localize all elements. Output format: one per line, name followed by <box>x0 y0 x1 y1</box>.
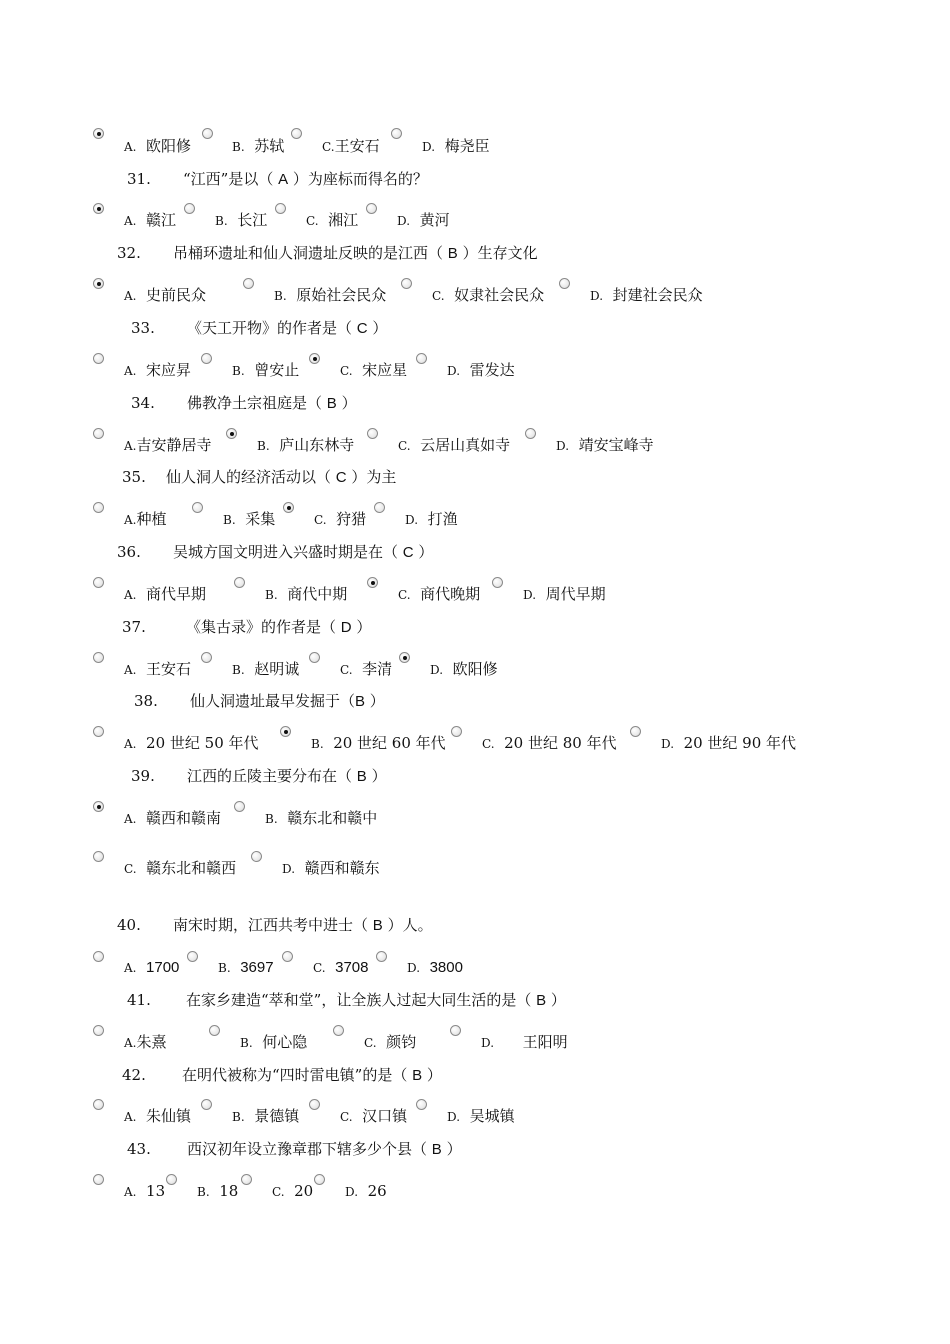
radio-q38-d[interactable] <box>630 726 641 737</box>
radio-q35-b[interactable] <box>192 502 203 513</box>
radio-q30-b[interactable] <box>202 128 213 139</box>
radio-q43-b[interactable] <box>166 1174 177 1185</box>
question-32: 32. 吊桶环遗址和仙人洞遗址反映的是江西（ B ）生存文化 <box>117 244 538 262</box>
radio-q42-d[interactable] <box>416 1099 427 1110</box>
radio-q32-d[interactable] <box>559 278 570 289</box>
radio-q35-d[interactable] <box>374 502 385 513</box>
question-33: 33. 《天工开物》的作者是（ C ） <box>131 319 388 337</box>
q31-option-d: D. 黄河 <box>397 211 450 229</box>
q42-option-c: C. 汉口镇 <box>340 1107 408 1125</box>
question-31: 31. “江西”是以（ A ）为座标而得名的？ <box>127 170 428 188</box>
radio-q39b-d[interactable] <box>251 851 262 862</box>
radio-q37-b[interactable] <box>201 652 212 663</box>
q35-option-b: B. 采集 <box>223 510 276 528</box>
radio-q33-d[interactable] <box>416 353 427 364</box>
q32-option-a: A. 史前民众 <box>124 286 207 304</box>
q38-option-b: B. 20 世纪 60 年代 <box>311 734 446 752</box>
radio-q33-c[interactable] <box>309 353 320 364</box>
radio-q37-c[interactable] <box>309 652 320 663</box>
q30-option-d: D. 梅尧臣 <box>422 137 490 155</box>
q39-option-b: B. 赣东北和赣中 <box>265 809 378 827</box>
q43-option-a: A. 13 <box>124 1182 166 1200</box>
q32-option-c: C. 奴隶社会民众 <box>432 286 545 304</box>
q31-option-b: B. 长江 <box>215 211 268 229</box>
q30-option-c: C.王安石 <box>322 137 380 155</box>
question-40: 40. 南宋时期，江西共考中进士（ B ）人。 <box>117 916 433 934</box>
q33-option-a: A. 宋应昇 <box>124 361 192 379</box>
radio-q34-b[interactable] <box>226 428 237 439</box>
q39-option-c: C. 赣东北和赣西 <box>124 859 237 877</box>
q31-option-c: C. 湘江 <box>306 211 359 229</box>
radio-q42-b[interactable] <box>201 1099 212 1110</box>
radio-q30-row[interactable] <box>93 128 104 139</box>
answer-43: B <box>431 1141 442 1158</box>
q37-option-c: C. 李清 <box>340 660 393 678</box>
radio-q39a-b[interactable] <box>234 801 245 812</box>
answer-32: B <box>447 245 458 262</box>
radio-q42-c[interactable] <box>309 1099 320 1110</box>
q41-option-d: D. 王阳明 <box>481 1033 568 1051</box>
q35-option-a: A.种植 <box>124 510 167 528</box>
q40-option-d: D. 3800 <box>407 959 463 976</box>
radio-q41-d[interactable] <box>450 1025 461 1036</box>
q38-option-a: A. 20 世纪 50 年代 <box>124 734 259 752</box>
radio-q35-row[interactable] <box>93 502 104 513</box>
q41-option-c: C. 颜钧 <box>364 1033 417 1051</box>
radio-q34-c[interactable] <box>367 428 378 439</box>
radio-q34-d[interactable] <box>525 428 536 439</box>
radio-q30-c[interactable] <box>291 128 302 139</box>
question-42: 42. 在明代被称为“四时雷电镇”的是（ B ） <box>122 1066 442 1084</box>
q40-option-c: C. 3708 <box>313 959 369 976</box>
q42-option-d: D. 吴城镇 <box>447 1107 515 1125</box>
q30-option-a: A. 欧阳修 <box>124 137 192 155</box>
answer-42: B <box>412 1067 423 1084</box>
radio-q37-d[interactable] <box>399 652 410 663</box>
q32-option-b: B. 原始社会民众 <box>274 286 387 304</box>
q41-option-a: A.朱熹 <box>124 1033 167 1051</box>
q43-option-d: D. 26 <box>345 1182 387 1200</box>
question-34: 34. 佛教净土宗祖庭是（ B ） <box>131 394 357 412</box>
answer-37: D <box>340 619 352 636</box>
answer-31: A <box>278 171 289 188</box>
radio-q41-b[interactable] <box>209 1025 220 1036</box>
answer-35: C <box>335 469 347 486</box>
answer-34: B <box>326 395 337 412</box>
radio-q38-b[interactable] <box>280 726 291 737</box>
q43-option-c: C. 20 <box>272 1182 314 1200</box>
radio-q32-row[interactable] <box>93 278 104 289</box>
q34-option-c: C. 云居山真如寺 <box>398 436 511 454</box>
radio-q34-row[interactable] <box>93 428 104 439</box>
q36-option-d: D. 周代早期 <box>523 585 606 603</box>
question-39: 39. 江西的丘陵主要分布在（ B ） <box>131 767 387 785</box>
radio-q33-row[interactable] <box>93 353 104 364</box>
q38-option-d: D. 20 世纪 90 年代 <box>661 734 797 752</box>
radio-q39b-row[interactable] <box>93 851 104 862</box>
q42-option-b: B. 景德镇 <box>232 1107 300 1125</box>
radio-q38-c[interactable] <box>451 726 462 737</box>
q34-option-b: B. 庐山东林寺 <box>257 436 355 454</box>
radio-q38-row[interactable] <box>93 726 104 737</box>
q35-option-c: C. 狩猎 <box>314 510 367 528</box>
radio-q32-b[interactable] <box>243 278 254 289</box>
q40-option-a: A. 1700 <box>124 959 180 976</box>
radio-q33-b[interactable] <box>201 353 212 364</box>
radio-q36-c[interactable] <box>367 577 378 588</box>
radio-q42-row[interactable] <box>93 1099 104 1110</box>
radio-q30-d[interactable] <box>391 128 402 139</box>
q36-option-a: A. 商代早期 <box>124 585 207 603</box>
q34-option-d: D. 靖安宝峰寺 <box>556 436 654 454</box>
radio-q31-row[interactable] <box>93 203 104 214</box>
q41-option-b: B. 何心隐 <box>240 1033 308 1051</box>
q40-option-b: B. 3697 <box>218 959 274 976</box>
radio-q31-d[interactable] <box>366 203 377 214</box>
answer-41: B <box>536 992 547 1009</box>
radio-q36-d[interactable] <box>492 577 503 588</box>
answer-33: C <box>356 320 368 337</box>
q39-option-a: A. 赣西和赣南 <box>124 809 222 827</box>
radio-q43-c[interactable] <box>241 1174 252 1185</box>
radio-q43-d[interactable] <box>314 1174 325 1185</box>
question-36: 36. 吴城方国文明进入兴盛时期是在（ C ） <box>117 543 434 561</box>
q37-option-a: A. 王安石 <box>124 660 192 678</box>
question-35: 35. 仙人洞人的经济活动以（ C ）为主 <box>122 468 397 486</box>
q35-option-d: D. 打渔 <box>405 510 458 528</box>
q43-option-b: B. 18 <box>197 1182 239 1200</box>
question-41: 41. 在家乡建造“萃和堂”，让全族人过起大同生活的是（ B ） <box>127 991 566 1009</box>
radio-q37-row[interactable] <box>93 652 104 663</box>
question-38: 38. 仙人洞遗址最早发掘于（B ） <box>134 692 385 710</box>
q37-option-b: B. 赵明诚 <box>232 660 300 678</box>
radio-q43-row[interactable] <box>93 1174 104 1185</box>
q36-option-b: B. 商代中期 <box>265 585 348 603</box>
q33-option-c: C. 宋应星 <box>340 361 408 379</box>
answer-39: B <box>356 768 367 785</box>
radio-q41-c[interactable] <box>333 1025 344 1036</box>
q32-option-d: D. 封建社会民众 <box>590 286 703 304</box>
q34-option-a: A.吉安静居寺 <box>124 436 212 454</box>
question-37: 37. 《集古录》的作者是（ D ） <box>122 618 372 636</box>
q39-option-d: D. 赣西和赣东 <box>282 859 380 877</box>
q33-option-d: D. 雷发达 <box>447 361 515 379</box>
radio-q40-c[interactable] <box>282 951 293 962</box>
radio-q41-row[interactable] <box>93 1025 104 1036</box>
question-43: 43. 西汉初年设立豫章郡下辖多少个县（ B ） <box>127 1140 462 1158</box>
answer-40: B <box>372 917 383 934</box>
radio-q36-b[interactable] <box>234 577 245 588</box>
q31-option-a: A. 赣江 <box>124 211 177 229</box>
answer-36: C <box>402 544 414 561</box>
q38-option-c: C. 20 世纪 80 年代 <box>482 734 617 752</box>
answer-38: B <box>355 693 366 710</box>
q37-option-d: D. 欧阳修 <box>430 660 498 678</box>
q36-option-c: C. 商代晚期 <box>398 585 481 603</box>
radio-q32-c[interactable] <box>401 278 412 289</box>
radio-q40-d[interactable] <box>376 951 387 962</box>
radio-q36-row[interactable] <box>93 577 104 588</box>
radio-q40-b[interactable] <box>187 951 198 962</box>
radio-q35-c[interactable] <box>283 502 294 513</box>
q33-option-b: B. 曾安止 <box>232 361 300 379</box>
radio-q39a-row[interactable] <box>93 801 104 812</box>
radio-q31-b[interactable] <box>184 203 195 214</box>
q30-option-b: B. 苏轼 <box>232 137 285 155</box>
radio-q40-row[interactable] <box>93 951 104 962</box>
radio-q31-c[interactable] <box>275 203 286 214</box>
q42-option-a: A. 朱仙镇 <box>124 1107 192 1125</box>
